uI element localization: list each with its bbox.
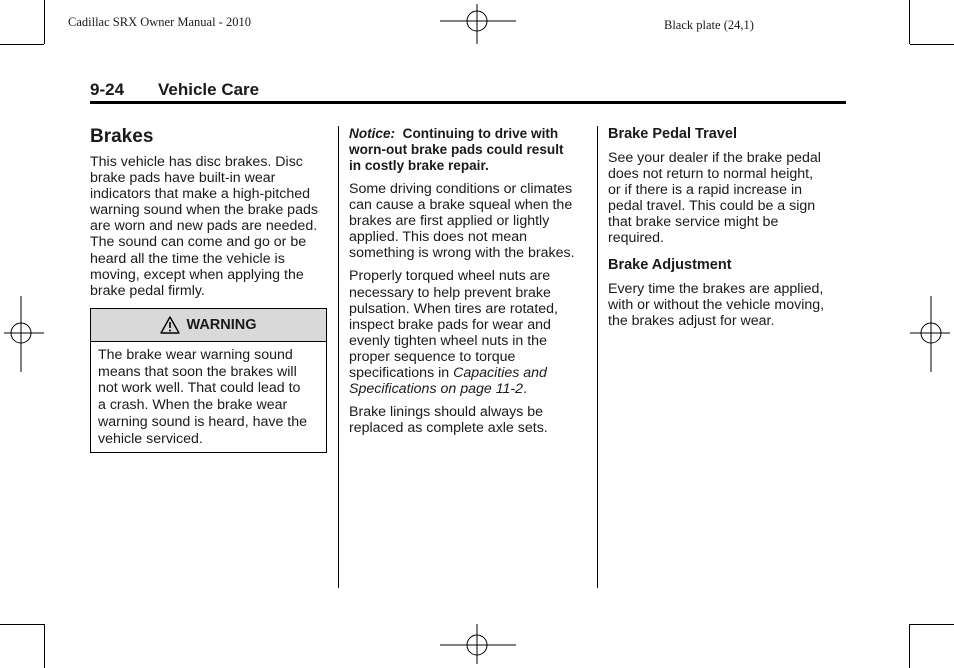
warning-triangle-icon (160, 316, 180, 334)
crop-mark (0, 44, 44, 45)
text-line: something is wrong with the brakes. (349, 245, 575, 262)
text-line: required. (608, 230, 664, 247)
text-line: does not return to normal height, (608, 166, 814, 183)
text-line (349, 365, 589, 381)
ref-prefix: specifications in (349, 365, 454, 382)
warning-header (91, 309, 326, 342)
text-line: or if there is a rapid increase in (608, 182, 802, 199)
crop-mark (909, 624, 910, 668)
column-2 (349, 126, 589, 443)
brakes-heading: Brakes (90, 126, 154, 147)
brake-adjustment-heading: Brake Adjustment (608, 256, 732, 273)
page-number: 9-24 (90, 80, 125, 99)
text-line: This vehicle has disc brakes. Disc (90, 154, 303, 170)
text-line: can cause a brake squeal when the (349, 197, 573, 214)
crop-mark (910, 624, 954, 625)
text-line: replaced as complete axle sets. (349, 420, 548, 437)
registration-mark-icon (440, 624, 516, 668)
warning-label: WARNING (186, 316, 257, 333)
text-line: pedal travel. This could be a sign (608, 198, 816, 215)
text-line: inspect brake pads for wear and (349, 316, 551, 333)
section-title: Vehicle Care (158, 80, 260, 99)
header-rule (90, 101, 846, 104)
text-line: Every time the brakes are applied, (608, 280, 824, 297)
text-line (349, 126, 589, 142)
text-line: Brake linings should always be (349, 404, 544, 421)
text-line: Properly torqued wheel nuts are (349, 268, 551, 285)
crop-mark (0, 624, 44, 625)
text-line: See your dealer if the brake pedal (608, 150, 821, 166)
brake-pedal-travel-heading: Brake Pedal Travel (608, 126, 737, 142)
registration-mark-icon (440, 0, 516, 44)
text-line: warning sound when the brake pads (90, 202, 318, 219)
print-header-plate: Black plate (24,1) (664, 18, 754, 32)
pedal-travel-paragraph (608, 150, 848, 247)
text-line: in costly brake repair. (349, 158, 489, 173)
adjustment-paragraph (608, 281, 848, 329)
text-line: The brake wear warning sound (98, 346, 293, 363)
notice-label: Notice: (349, 126, 396, 141)
column-3 (608, 126, 848, 336)
brakes-intro-paragraph (90, 154, 330, 299)
column-1 (90, 126, 330, 453)
registration-mark-icon (0, 296, 44, 372)
text-line: vehicle serviced. (98, 430, 203, 447)
text-line: with or without the vehicle moving, (608, 296, 825, 313)
text-line: pulsation. When tires are rotated, (349, 300, 558, 317)
column-divider (338, 126, 339, 588)
warning-body (91, 342, 326, 452)
cross-reference-link[interactable]: Capacities and (453, 365, 547, 382)
text-line: applied. This does not mean (349, 229, 527, 246)
text-line: worn-out brake pads could result (349, 142, 564, 157)
crop-mark (44, 624, 45, 668)
text-line: means that soon the brakes will (98, 363, 297, 380)
text-line: The sound can come and go or be (90, 234, 307, 251)
text-line: brakes are first applied or lightly (349, 213, 550, 230)
text-line: are worn and new pads are needed. (90, 218, 318, 235)
cross-reference-link[interactable]: Specifications on page 11-2 (349, 381, 524, 398)
registration-mark-icon (910, 296, 954, 372)
notice-text: Continuing to drive with (402, 126, 559, 141)
crop-mark (910, 44, 954, 45)
text-line: evenly tighten wheel nuts in the (349, 332, 547, 349)
text-line: indicators that make a high-pitched (90, 186, 311, 203)
text-line: the brakes adjust for wear. (608, 312, 775, 329)
text-line (349, 381, 589, 397)
text-line: moving, except when applying the (90, 266, 304, 283)
text-line: heard all the time the vehicle is (90, 250, 285, 267)
text-line: that brake service might be (608, 214, 779, 231)
text-line: Some driving conditions or climates (349, 181, 573, 197)
crop-mark (909, 0, 910, 44)
squeal-paragraph (349, 181, 589, 261)
text-line: necessary to help prevent brake (349, 284, 551, 301)
text-line: brake pads have built-in wear (90, 170, 276, 187)
text-line: brake pedal firmly. (90, 282, 205, 299)
notice-paragraph (349, 126, 589, 174)
text-line: a crash. When the brake wear (98, 397, 288, 414)
print-header-title: Cadillac SRX Owner Manual - 2010 (68, 15, 251, 29)
text-line: not work well. That could lead to (98, 380, 301, 397)
text-line: warning sound is heard, have the (98, 414, 308, 431)
column-divider (597, 126, 598, 588)
wheel-nuts-paragraph (349, 268, 589, 397)
warning-box (90, 308, 327, 453)
text-line: proper sequence to torque (349, 348, 516, 365)
crop-mark (44, 0, 45, 44)
linings-paragraph (349, 404, 589, 436)
ref-end: . (523, 381, 527, 398)
